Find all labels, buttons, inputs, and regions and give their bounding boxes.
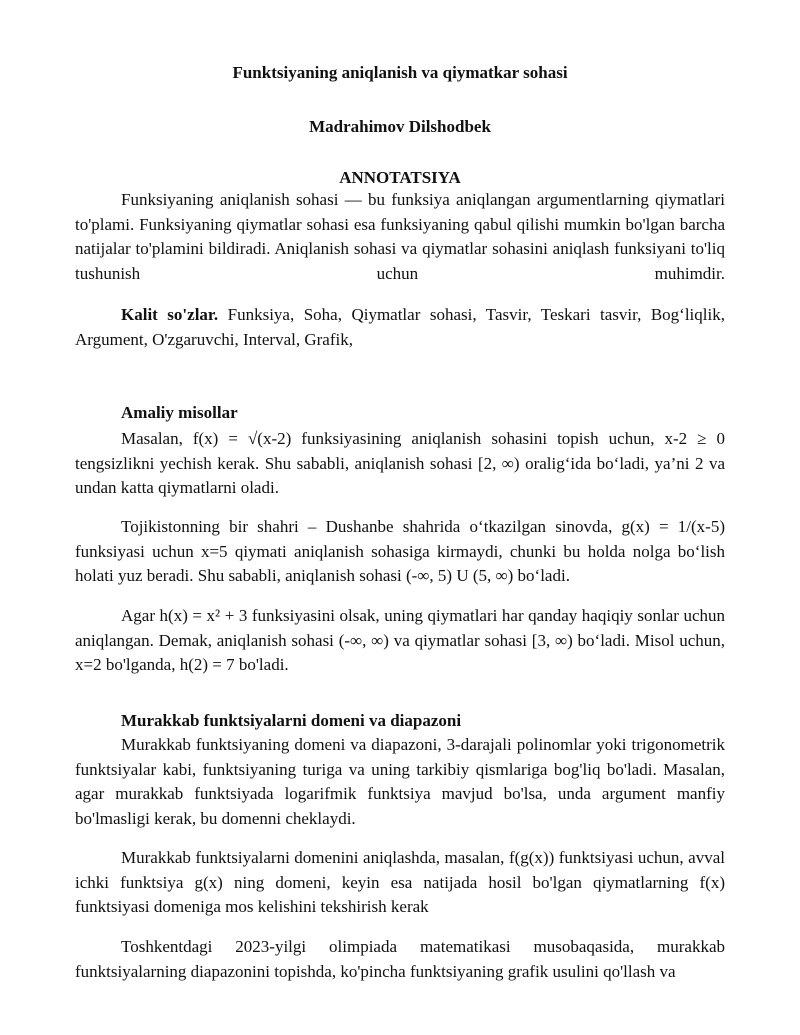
author-name: Madrahimov Dilshodbek xyxy=(309,117,491,136)
keywords-label: Kalit so'zlar. xyxy=(121,305,219,324)
paragraph-composite-3: Toshkentdagi 2023-yilgi olimpiada matematikasi musobaqasida, murakkab funktsiyalarning diapazonini topishda, ko'pincha funktsiyaning grafik usulini qo'llash va xyxy=(75,937,725,981)
paper-title: Funktsiyaning aniqlanish va qiymatkar sohasi xyxy=(232,63,568,82)
section-heading-practical-examples: Amaliy misollar xyxy=(121,403,238,422)
paragraph-example-2: Tojikistonning bir shahri – Dushanbe shahrida o‘tkazilgan sinovda, g(x) = 1/(x-5) funksiyasi uchun x=5 qiymati aniqlanish sohasiga kirmaydi, chunki bu holda nolga bo‘lish holati yuz beradi. Shu sababli, aniqlanish sohasi (-∞, 5) U (5, ∞) bo‘ladi. xyxy=(75,517,725,585)
paragraph-example-3: Agar h(x) = x² + 3 funksiyasini olsak, uning qiymatlari har qanday haqiqiy sonlar uchun aniqlangan. Demak, aniqlanish sohasi (-∞, ∞) va qiymatlar sohasi [3, ∞) bo‘ladi. Misol uchun, x=2 bo'lganda, h(2) = 7 bo'ladi. xyxy=(75,606,725,674)
paragraph-example-1: Masalan, f(x) = √(x-2) funksiyasining aniqlanish sohasini topish uchun, x-2 ≥ 0 tengsizlikni yechish kerak. Shu sababli, aniqlanish sohasi [2, ∞) oralig‘ida bo‘ladi, ya’ni 2 va undan katta qiymatlarni oladi. xyxy=(75,429,725,497)
paragraph-composite-2: Murakkab funktsiyalarni domenini aniqlashda, masalan, f(g(x)) funktsiyasi uchun, avval ichki funktsiya g(x) ning domeni, keyin esa natijada hosil bo'lgan qiymatlarning f(x) funktsiyasi domeniga mos kelishini tekshirish kerak xyxy=(75,848,725,916)
keywords-paragraph xyxy=(75,303,725,352)
annotation-heading: ANNOTATSIYA xyxy=(339,168,461,187)
paragraph-composite-1: Murakkab funktsiyaning domeni va diapazoni, 3-darajali polinomlar yoki trigonometrik funktsiyalar kabi, funktsiyaning turiga va uning tarkibiy qismlariga bog'liq bo'ladi. Masalan, agar murakkab funktsiyada logarifmik funktsiya mavjud bo'lsa, unda argument manfiy bo'lmasligi kerak, bu domenni cheklaydi. xyxy=(75,735,725,828)
keywords-list: Funksiya, Soha, Qiymatlar sohasi, Tasvir, Teskari tasvir, Bog‘liqlik, Argument, O'zgaruvchi, Interval, Grafik, xyxy=(75,305,725,349)
annotation-paragraph: Funksiyaning aniqlanish sohasi — bu funksiya aniqlangan argumentlarning qiymatlari to'plami. Funksiyaning qiymatlar sohasi esa funksiyaning qabul qilishi mumkin bo'lgan barcha natijalar to'plamini bildiradi. Aniqlanish sohasi va qiymatlar sohasini aniqlash funksiyani to'liq tushunish uchun muhimdir. xyxy=(75,190,725,283)
section-heading-composite-functions: Murakkab funktsiyalarni domeni va diapazoni xyxy=(121,711,462,730)
